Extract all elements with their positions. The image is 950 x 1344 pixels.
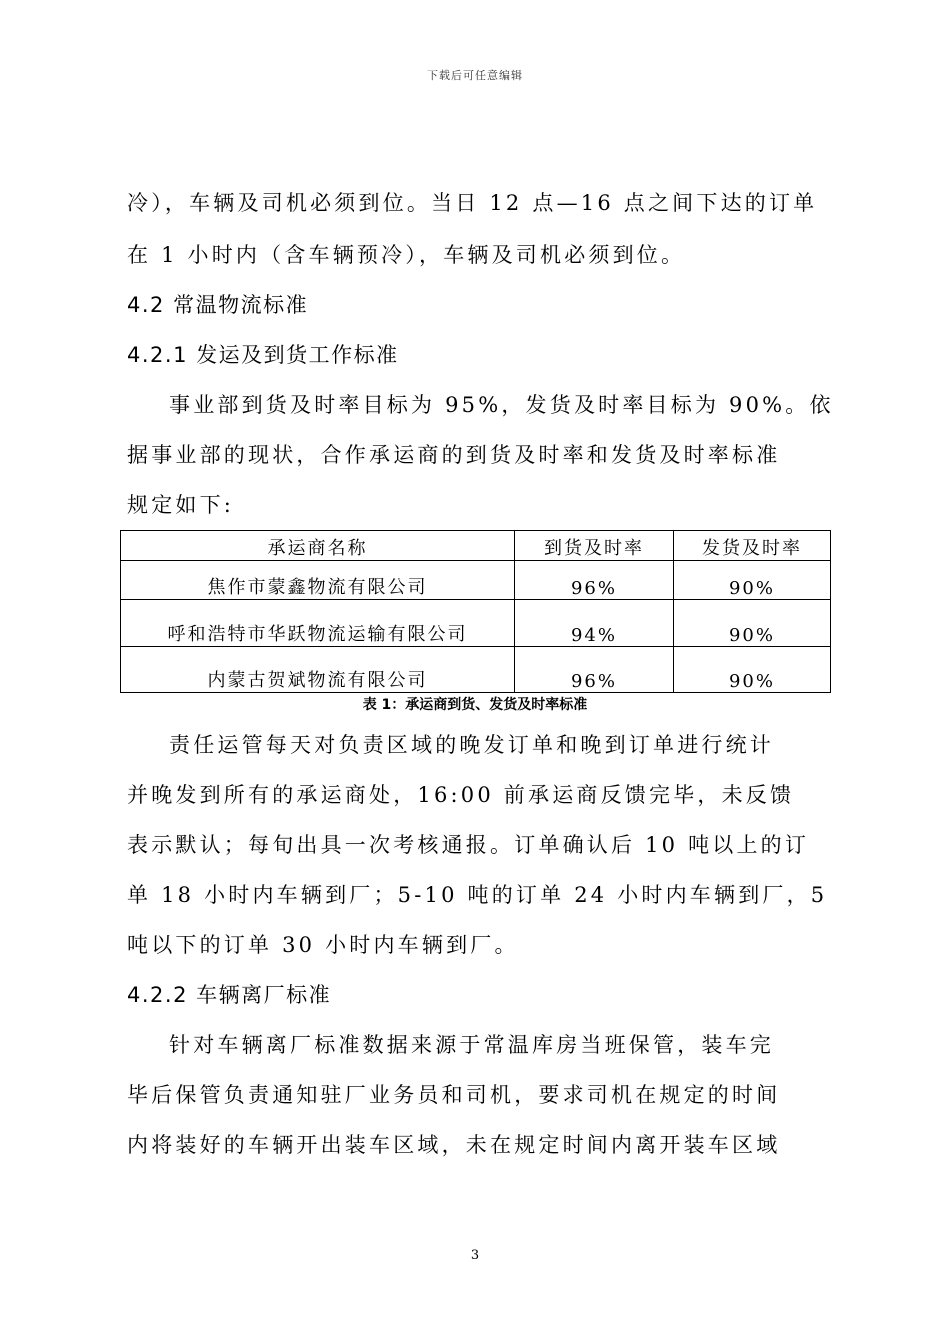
- table-header-cell: 到货及时率: [515, 531, 674, 561]
- body-line: 毕后保管负责通知驻厂业务员和司机，要求司机在规定的时间: [127, 1083, 781, 1107]
- body-line: 内将装好的车辆开出装车区域，未在规定时间内离开装车区域: [127, 1133, 781, 1157]
- arrival-rate-cell: 96%: [515, 647, 674, 693]
- table-row: [121, 561, 831, 600]
- body-line: 事业部到货及时率目标为 95%，发货及时率目标为 90%。依: [169, 393, 834, 417]
- section-heading-4-2: 4.2 常温物流标准: [127, 293, 309, 317]
- table-row: [121, 600, 831, 647]
- body-line: 吨以下的订单 30 小时内车辆到厂。: [127, 933, 519, 957]
- table-header-row: [121, 531, 831, 561]
- section-heading-4-2-1: 4.2.1 发运及到货工作标准: [127, 343, 399, 367]
- body-line: 据事业部的现状，合作承运商的到货及时率和发货及时率标准: [127, 443, 781, 467]
- shipping-rate-cell: 90%: [674, 647, 831, 693]
- body-line: 并晚发到所有的承运商处，16:00 前承运商反馈完毕，未反馈: [127, 783, 795, 807]
- page-number: 3: [470, 1248, 480, 1263]
- table-header-cell: 承运商名称: [121, 531, 515, 561]
- body-line: 针对车辆离厂标准数据来源于常温库房当班保管，装车完: [169, 1033, 774, 1057]
- carrier-name-cell: 呼和浩特市华跃物流运输有限公司: [121, 600, 515, 647]
- shipping-rate-cell: 90%: [674, 600, 831, 647]
- page-header: 下载后可任意编辑: [427, 69, 523, 82]
- body-line: 表示默认；每旬出具一次考核通报。订单确认后 10 吨以上的订: [127, 833, 810, 857]
- carrier-name-cell: 焦作市蒙鑫物流有限公司: [121, 561, 515, 600]
- carrier-rate-table: [120, 530, 831, 693]
- table-row: [121, 647, 831, 693]
- body-line: 冷），车辆及司机必须到位。当日 12 点—16 点之间下达的订单: [127, 191, 818, 215]
- table-header-cell: 发货及时率: [674, 531, 831, 561]
- arrival-rate-cell: 96%: [515, 561, 674, 600]
- carrier-name-cell: 内蒙古贺斌物流有限公司: [121, 647, 515, 693]
- body-line: 在 1 小时内（含车辆预冷），车辆及司机必须到位。: [127, 243, 686, 267]
- body-line: 单 18 小时内车辆到厂；5-10 吨的订单 24 小时内车辆到厂，5: [127, 883, 828, 907]
- arrival-rate-cell: 94%: [515, 600, 674, 647]
- section-heading-4-2-2: 4.2.2 车辆离厂标准: [127, 983, 332, 1007]
- body-line: 规定如下:: [127, 493, 235, 517]
- shipping-rate-cell: 90%: [674, 561, 831, 600]
- body-line: 责任运管每天对负责区域的晚发订单和晚到订单进行统计: [169, 733, 774, 757]
- table-caption: 表 1：承运商到货、发货及时率标准: [362, 697, 588, 713]
